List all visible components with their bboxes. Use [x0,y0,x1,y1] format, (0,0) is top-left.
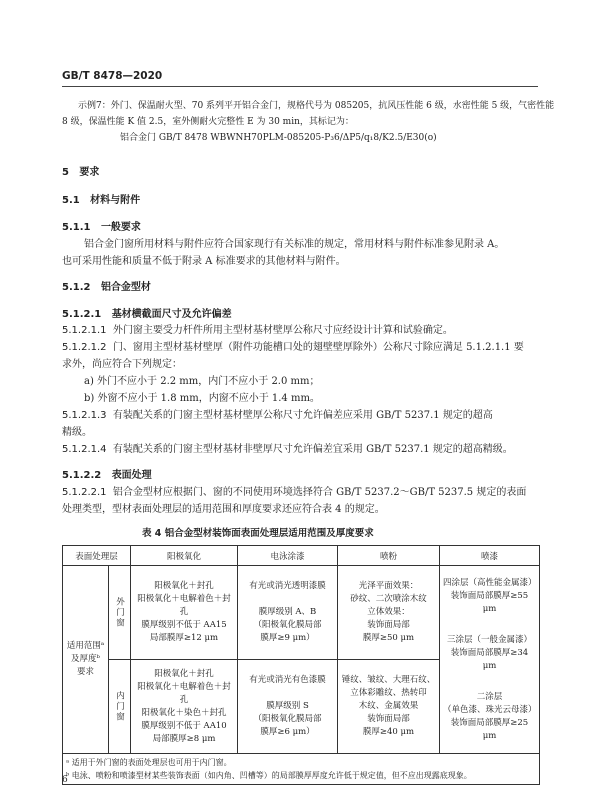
outer-window-label: 外门窗 [114,596,125,629]
example-marking: 铝合金门 GB/T 8478 WBWNH70PLM-085205-P₃6/ΔP5/q₁8/K2.5/E30(o) [120,133,437,143]
section-title: 表面处理 [111,470,152,481]
cell-line: 膜厚级别 S [266,701,309,711]
list-item-a: a) 外门不应小于 2.2 mm，内门不应小于 2.0 mm； [84,376,320,387]
cell-line: 装饰面局部 [367,714,410,724]
page-number: 6 [62,775,68,785]
cell-line: 光泽平面效果： [358,581,419,591]
section-number: 5.1.2.2 [62,470,102,481]
section-5-1-1-heading [62,218,141,233]
list-item-b: b) 外窗不应小于 1.8 mm，内窗不应小于 1.4 mm。 [84,393,320,404]
clause-number: 5.1.2.1.2 [62,342,107,353]
section-title: 基材横截面尺寸及允许偏差 [111,309,232,320]
clause-text: 有装配关系的门窗主型材基材壁厚公称尺寸允许偏差应采用 GB/T 5237.1 规定的超高 [112,410,493,421]
spray-paint-cell [440,566,540,754]
cell-line: 装饰面局部膜厚≥34 μm [450,647,529,671]
powder-inner-cell [338,660,440,754]
header-rule [62,86,538,87]
cell-line: 局部膜厚≥12 μm [149,633,219,643]
section-number: 5.1.2 [62,282,91,293]
cell-line [241,687,334,700]
cell-line: 装饰面局部膜厚≥55 μm [450,590,529,614]
cell-spacer [443,616,536,634]
cell-line: 膜厚级别 A、B [258,607,317,617]
clause-text: 铝合金型材应根据门、窗的不同使用环境选择符合 GB/T 5237.2～GB/T 5237.5 规定的表面 [112,487,527,498]
cell-line: 阳极氧化＋封孔 [154,581,214,591]
row-header-line: 要求 [76,667,94,677]
clause-5-1-2-1-3-line-2: 精级。 [62,427,92,438]
clause-5-1-2-1-2-line-1 [62,339,524,356]
cell-line: 膜厚级别不低于 AA15 [141,620,227,630]
section-number: 5 [62,167,69,178]
cell-line: （单色漆、珠光云母漆） [443,704,537,715]
section-number: 5.1 [62,195,80,206]
table-header-cell: 表面处理层 [63,546,131,566]
table-header-cell: 喷粉 [338,546,440,566]
standard-number: GB/T 8478—2020 [62,70,163,82]
table-header-cell: 阳极氧化 [131,546,238,566]
example-line-2: 8 级，保温性能 K 值 2.5，室外侧耐火完整性 E 为 30 min，其标记为： [62,117,354,127]
clause-5-1-2-1-2-line-2: 求外，尚应符合下列规定： [62,359,182,370]
cell-line: （阳极氧化膜局部 [253,714,322,724]
clause-text: 外门窗主要受力杆件所用主型材基材壁厚公称尺寸应经设计计算和试验确定。 [112,325,453,336]
section-title: 一般要求 [100,222,141,233]
clause-number: 5.1.2.1.3 [62,410,107,421]
clause-text: 有装配关系的门窗主型材基材非壁厚尺寸允许偏差宜采用 GB/T 5237.1 规定的超高精级。 [112,444,513,455]
cell-line: 立体彩雕纹、热转印 [350,688,427,698]
electrophoretic-inner-cell [238,660,338,754]
table-row-outer [63,566,540,660]
general-req-line-1: 铝合金门窗所用材料与附件应符合国家现行有关标准的规定，常用材料与附件标准参见附录 A。 [84,239,505,250]
cell-line: 阳极氧化＋封孔 [154,668,214,679]
cell-line: 阳极氧化＋电解着色＋封孔 [137,594,231,617]
cell-line: 三涂层（一般金属漆） [447,634,533,645]
table-4 [62,545,540,785]
cell-line: 装饰面局部膜厚≥25 μm [450,717,529,741]
footnote-a: ᵃ 适用于外门窗的表面处理层也可用于内门窗。 [66,758,232,767]
section-5-1-heading [62,191,140,206]
cell-line: 木纹、金属效果 [358,701,419,711]
cell-line: （阳极氧化膜局部 [253,620,322,630]
cell-line: 阳极氧化＋电解着色＋封孔 [137,681,231,705]
section-5-1-2-2-heading [62,466,152,481]
clause-5-1-2-2-1-line-2: 处理类型，型材表面处理层的适用范围和厚度要求还应符合表 4 的规定。 [62,504,385,515]
cell-line: 膜厚≥9 μm） [260,633,315,643]
cell-line: 砂纹、二次喷涂木纹 [350,594,427,604]
row-header-line: 及厚度ᵇ [71,654,100,664]
section-title: 要求 [79,167,100,178]
cell-line [241,593,334,606]
clause-5-1-2-2-1-line-1 [62,484,526,501]
section-title: 材料与附件 [90,195,141,206]
row-header-line: 适用范围ᵃ [66,641,105,651]
section-number: 5.1.1 [62,222,91,233]
example-line-1: 示例7：外门、保温耐火型、70 系列平开铝合金门，规格代号为 085205，抗风压性能 6 级，水密性能 5 级，气密性能 [78,101,555,111]
section-5-1-2-heading [62,278,151,293]
cell-line: 立体效果： [367,607,410,617]
electrophoretic-outer-cell [238,566,338,660]
section-5-1-2-1-heading [62,305,232,320]
cell-line: 膜厚级别不低于 AA10 [141,720,227,731]
clause-number: 5.1.2.1.4 [62,444,107,455]
anodizing-outer-cell [131,566,238,660]
powder-outer-cell [338,566,440,660]
row-header-cell [63,566,109,754]
inner-window-label: 内门窗 [114,690,125,723]
clause-5-1-2-1-3-line-1 [62,407,493,424]
anodizing-inner-cell [131,660,238,754]
general-req-line-2: 也可采用性能和质量不低于附录 A 标准要求的其他材料与附件。 [62,256,346,267]
table-footnote-row [63,754,540,785]
section-5-heading [62,163,99,178]
outer-window-label-cell [109,566,131,660]
table-header-cell: 电泳涂漆 [238,546,338,566]
cell-line: 膜厚≥50 μm [362,633,415,643]
section-number: 5.1.2.1 [62,309,102,320]
cell-line: 有光或消光透明漆膜 [249,581,326,591]
cell-line: 局部膜厚≥8 μm [152,733,216,744]
clause-text: 门、窗用主型材基材壁厚（附件功能槽口处的翅壁壁厚除外）公称尺寸除应满足 5.1.2.1.1 要 [112,342,524,353]
table-header-cell: 喷漆 [440,546,540,566]
clause-number: 5.1.2.2.1 [62,487,107,498]
section-title: 铝合金型材 [100,282,151,293]
cell-line: 膜厚≥6 μm） [260,727,315,737]
footnote-b: ᵇ 电泳、喷粉和喷漆型材某些装饰表面（如内角、凹槽等）的局部膜厚厚度允许低于规定值，但不应出现露底现象。 [66,771,472,780]
inner-window-label-cell [109,660,131,754]
clause-5-1-2-1-1 [62,322,453,339]
cell-line: 阳极氧化＋染色＋封孔 [141,707,227,718]
table-header-row [63,546,540,566]
table-footnotes [63,754,540,785]
clause-5-1-2-1-4 [62,441,513,458]
cell-line: 有光或消光有色漆膜 [249,675,326,685]
cell-line: 二涂层 [476,691,503,702]
table-caption: 表 4 铝合金型材装饰面表面处理层适用范围及厚度要求 [142,528,374,539]
cell-line: 四涂层（高性能金属漆） [443,577,537,588]
cell-spacer [443,673,536,691]
cell-line: 锤纹、皱纹、大理石纹、 [341,675,436,685]
cell-line: 装饰面局部 [367,620,410,630]
cell-line: 膜厚≥40 μm [362,727,415,737]
clause-number: 5.1.2.1.1 [62,325,107,336]
